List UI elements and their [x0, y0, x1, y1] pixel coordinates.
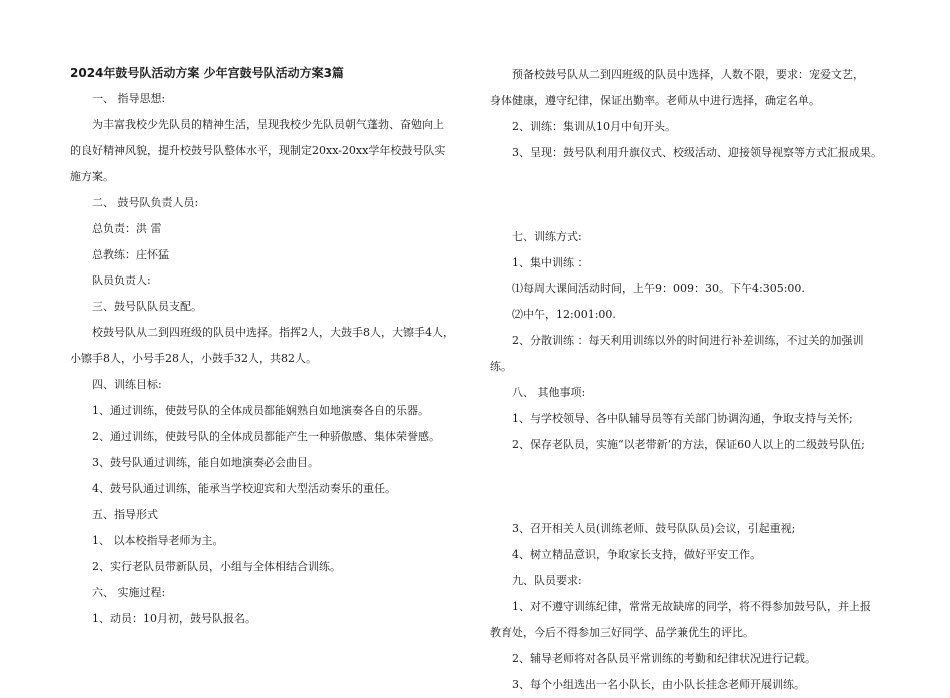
- paragraph-line: 施方案。: [70, 170, 114, 183]
- paragraph-line: 八、 其他事项:: [512, 386, 586, 399]
- paragraph-line: 校鼓号队从二到四班级的队员中选择。指挥2人，大鼓手8人，大镲手4人，: [92, 326, 454, 339]
- paragraph-line: 1、动员：10月初，鼓号队报名。: [92, 612, 256, 625]
- paragraph-line: 1、与学校领导、各中队辅导员等有关部门协调沟通，争取支持与关怀;: [512, 412, 853, 425]
- paragraph-line: 五、指导形式: [92, 508, 158, 521]
- paragraph-line: 1、对不遵守训练纪律，常常无故缺席的同学，将不得参加鼓号队，并上报: [512, 600, 871, 613]
- paragraph-line: 3、召开相关人员(训练老师、鼓号队队员)会议，引起重视;: [512, 522, 796, 535]
- paragraph-line: 1、通过训练，使鼓号队的全体成员都能娴熟自如地演奏各自的乐器。: [92, 404, 429, 417]
- blank-line: [490, 474, 890, 500]
- paragraph-line: 2、通过训练，使鼓号队的全体成员都能产生一种骄傲感、集体荣誉感。: [92, 430, 440, 443]
- paragraph-line: 总教练：庄怀猛: [92, 248, 169, 261]
- paragraph-line: 2、实行老队员带新队员，小组与全体相结合训练。: [92, 560, 341, 573]
- paragraph-line: 练。: [490, 360, 512, 373]
- paragraph-line: 1、集中训练 ：: [512, 256, 589, 269]
- paragraph-line: 三、鼓号队队员支配。: [92, 300, 202, 313]
- paragraph-line: 3、每个小组选出一名小队长，由小队长挂念老师开展训练。: [512, 678, 805, 691]
- blank-line: [490, 182, 890, 208]
- paragraph-line: 2、辅导老师将对各队员平常训练的考勤和纪律状况进行记载。: [512, 652, 816, 665]
- right-column: [490, 62, 890, 698]
- paragraph-line: 队员负责人:: [92, 274, 151, 287]
- paragraph-line: 一、 指导思想:: [92, 92, 166, 105]
- paragraph-line: 2、分散训练 ：每天利用训练以外的时间进行补差训练，不过关的加强训: [512, 334, 864, 347]
- paragraph-line: 七、训练方式:: [512, 230, 582, 243]
- paragraph-line: ⑴每周大课间活动时间，上午9：009：30。下午4:305:00.: [512, 282, 805, 295]
- paragraph-line: ⑵中午，12:001:00.: [512, 308, 616, 321]
- paragraph-line: 2、训练：集训从10月中旬开头。: [512, 120, 676, 133]
- paragraph-line: 教育处，今后不得参加三好同学、品学兼优生的评比。: [490, 626, 754, 639]
- paragraph-line: 为丰富我校少先队员的精神生活，呈现我校少先队员朝气蓬勃、奋勉向上: [92, 118, 444, 131]
- paragraph-line: 二、 鼓号队负责人员:: [92, 196, 199, 209]
- paragraph-line: 的良好精神风貌，提升校鼓号队整体水平，现制定20xx-20xx学年校鼓号队实: [70, 144, 446, 157]
- paragraph-line: 预备校鼓号队从二到四班级的队员中选择，人数不限，要求：宠爱文艺，: [512, 68, 864, 81]
- paragraph-line: 2、保存老队员，实施“以老带新’的方法，保证60人以上的二级鼓号队伍;: [512, 438, 865, 451]
- paragraph-line: 1、 以本校指导老师为主。: [92, 534, 224, 547]
- paragraph-line: 小镲手8人，小号手28人，小鼓手32人，共82人。: [70, 352, 317, 365]
- paragraph-line: 四、训练目标:: [92, 378, 162, 391]
- paragraph-line: 总负责：洪 雷: [92, 222, 162, 235]
- paragraph-line: 3、呈现：鼓号队利用升旗仪式、校级活动、迎接领导视察等方式汇报成果。: [512, 146, 882, 159]
- paragraph-line: 身体健康，遵守纪律，保证出勤率。老师从中进行选择，确定名单。: [490, 94, 820, 107]
- left-column: [70, 62, 470, 632]
- paragraph-line: 六、 实施过程:: [92, 586, 166, 599]
- paragraph-line: 九、队员要求:: [512, 574, 582, 587]
- paragraph-line: 3、鼓号队通过训练，能自如地演奏必会曲目。: [92, 456, 319, 469]
- paragraph-line: 4、树立精品意识，争取家长支持，做好平安工作。: [512, 548, 761, 561]
- document-title: 2024年鼓号队活动方案 少年宫鼓号队活动方案3篇: [70, 66, 344, 80]
- paragraph-line: 4、鼓号队通过训练，能承当学校迎宾和大型活动奏乐的重任。: [92, 482, 396, 495]
